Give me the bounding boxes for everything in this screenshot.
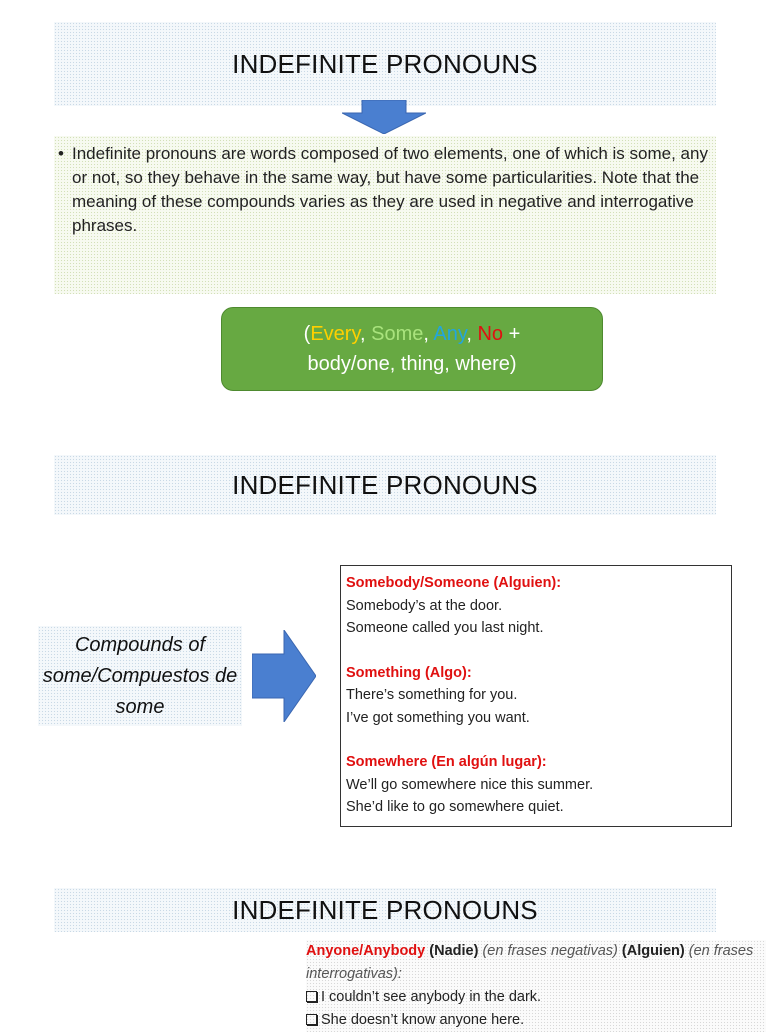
comma-2: , <box>423 323 429 345</box>
example-line: There’s something for you. <box>346 687 518 703</box>
anyone-example-2 <box>306 1009 766 1032</box>
anyone-term: Anyone/Anybody <box>306 943 426 959</box>
comma-3: , <box>466 323 472 345</box>
example-group-somewhere <box>346 751 731 819</box>
definition-paragraph <box>58 142 712 238</box>
word-every: Every <box>310 323 360 345</box>
example-line: Someone called you last night. <box>346 620 544 636</box>
anyone-intro <box>306 940 766 986</box>
section-title-1 <box>54 22 716 106</box>
example-group-something <box>346 662 731 730</box>
example-line: I’ve got something you want. <box>346 709 530 726</box>
word-some: Some <box>371 323 424 345</box>
comma-1: , <box>359 323 366 345</box>
section-title-2-text: INDEFINITE PRONOUNS <box>232 469 538 500</box>
word-no: No <box>477 323 504 345</box>
anyone-context-2: (en frases interrogativas): <box>306 943 754 982</box>
checkbox-bullet-icon <box>306 1014 317 1025</box>
anyone-meaning-2: (Alguien) <box>621 943 685 959</box>
open-paren: ( <box>303 323 311 345</box>
section-title-3-text: INDEFINITE PRONOUNS <box>232 894 538 925</box>
compound-formula-line-1 <box>304 319 521 349</box>
example-heading: Somebody/Someone (Alguien): <box>346 575 562 591</box>
some-examples-box <box>340 565 732 827</box>
anyone-example-text: I couldn’t see anybody in the dark. <box>321 989 542 1005</box>
plus-sign: + <box>503 323 521 345</box>
anyone-example-1 <box>306 986 766 1009</box>
right-arrow-icon <box>252 630 316 722</box>
anyone-meaning-1: (Nadie) <box>429 943 479 959</box>
checkbox-bullet-icon <box>306 991 317 1002</box>
section-title-2 <box>54 455 716 515</box>
anyone-example-text: She doesn’t know anyone here. <box>321 1012 525 1028</box>
anyone-anybody-block <box>306 940 766 1032</box>
word-any: Any <box>433 323 467 345</box>
example-line: Somebody’s at the door. <box>346 597 503 614</box>
bullet-marker: • <box>58 144 64 163</box>
down-arrow-icon <box>342 100 426 134</box>
section-title-1-text: INDEFINITE PRONOUNS <box>232 48 538 79</box>
example-heading: Somewhere (En algún lugar): <box>346 754 547 770</box>
example-group-somebody <box>346 572 731 640</box>
compounds-of-some-label <box>38 626 242 726</box>
section-title-3 <box>54 888 716 932</box>
definition-text: Indefinite pronouns are words composed of two elements, one of which is some, any or not, so they behave in the same way, but have some particularities. Note that the meaning of these compounds varies as they are used in negative and interrogative phrases. <box>72 144 708 235</box>
example-line: We’ll go somewhere nice this summer. <box>346 776 594 793</box>
compound-formula-box <box>221 307 603 391</box>
compounds-of-some-text: Compounds of some/Compuestos de some <box>42 633 238 718</box>
anyone-context-1: (en frases negativas) <box>482 943 618 959</box>
compound-formula-line-2: body/one, thing, where) <box>307 353 517 375</box>
example-line: She’d like to go somewhere quiet. <box>346 799 564 815</box>
example-heading: Something (Algo): <box>346 664 472 681</box>
